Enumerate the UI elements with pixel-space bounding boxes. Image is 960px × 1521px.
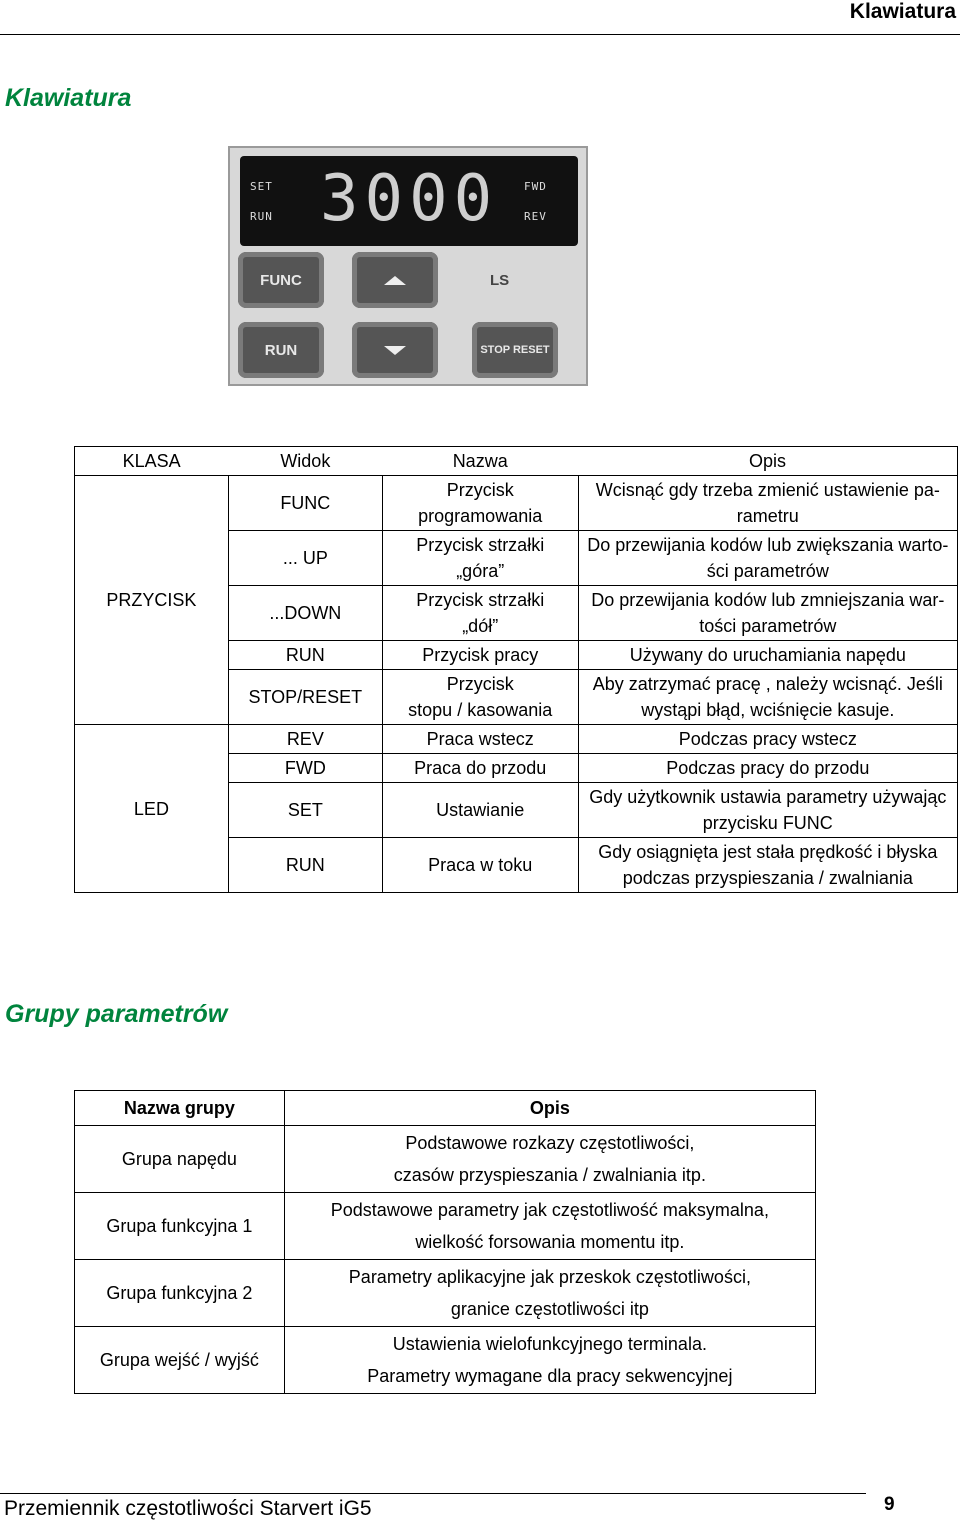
opis-cell bbox=[578, 586, 957, 641]
group-opis-cell bbox=[284, 1193, 815, 1260]
page-number: 9 bbox=[884, 1494, 895, 1515]
opis-cell bbox=[578, 838, 957, 893]
opis-line: Do przewijania kodów lub zmniejszania war- bbox=[591, 590, 945, 610]
opis-line: Aby zatrzymać pracę , należy wcisnąć. Jeśli bbox=[592, 674, 943, 694]
table-row bbox=[75, 1193, 816, 1260]
header-opis: Opis bbox=[578, 447, 957, 476]
brand-logo: LS bbox=[490, 272, 510, 289]
keypad-table bbox=[74, 446, 958, 893]
nazwa-cell: Przycisk pracy bbox=[382, 641, 578, 670]
nazwa-cell: Praca w toku bbox=[382, 838, 578, 893]
opis-line: Ustawienia wielofunkcyjnego terminala. bbox=[392, 1334, 707, 1354]
nazwa-line: „dół” bbox=[462, 616, 499, 636]
run-key bbox=[238, 322, 324, 378]
widok-cell: RUN bbox=[228, 641, 382, 670]
nazwa-cell: Ustawianie bbox=[382, 783, 578, 838]
parameter-groups-table bbox=[74, 1090, 816, 1394]
opis-cell bbox=[578, 476, 957, 531]
widok-cell: FWD bbox=[228, 754, 382, 783]
widok-cell: STOP/RESET bbox=[228, 670, 382, 725]
nazwa-cell bbox=[382, 586, 578, 641]
header-widok: Widok bbox=[228, 447, 382, 476]
opis-cell: Podczas pracy wstecz bbox=[578, 725, 957, 754]
arrow-up-icon bbox=[384, 276, 406, 285]
opis-line: tości parametrów bbox=[699, 616, 837, 636]
footer-text: Przemiennik częstotliwości Starvert iG5 bbox=[4, 1497, 372, 1520]
nazwa-line: programowania bbox=[418, 506, 543, 526]
stop-reset-key-label: STOP RESET bbox=[480, 344, 550, 356]
opis-line: Do przewijania kodów lub zwiększania warto- bbox=[587, 535, 949, 555]
opis-cell: Podczas pracy do przodu bbox=[578, 754, 957, 783]
opis-line: wielkość forsowania momentu itp. bbox=[415, 1232, 685, 1252]
group-name-cell: Grupa funkcyjna 1 bbox=[75, 1193, 285, 1260]
header-klasa: KLASA bbox=[75, 447, 229, 476]
nazwa-cell: Praca do przodu bbox=[382, 754, 578, 783]
widok-cell: SET bbox=[228, 783, 382, 838]
group-name-cell: Grupa napędu bbox=[75, 1126, 285, 1193]
opis-line: ści parametrów bbox=[706, 561, 829, 581]
section-title-grupy: Grupy parametrów bbox=[5, 1000, 228, 1028]
footer-divider bbox=[0, 1493, 866, 1494]
table-row bbox=[75, 725, 958, 754]
run-key-label: RUN bbox=[264, 341, 298, 359]
section-title-klawiatura: Klawiatura bbox=[5, 84, 132, 112]
keypad-image bbox=[228, 146, 588, 386]
opis-line: Wcisnąć gdy trzeba zmienić ustawienie pa- bbox=[595, 480, 940, 500]
nazwa-line: Przycisk bbox=[446, 674, 514, 694]
header-opis: Opis bbox=[284, 1091, 815, 1126]
opis-line: Podstawowe parametry jak częstotliwość maksymalna, bbox=[330, 1200, 769, 1220]
opis-cell: Używany do uruchamiania napędu bbox=[578, 641, 957, 670]
table-row bbox=[75, 1126, 816, 1193]
opis-cell bbox=[578, 531, 957, 586]
nazwa-line: „góra” bbox=[456, 561, 505, 581]
table-row bbox=[75, 1327, 816, 1394]
widok-cell: FUNC bbox=[228, 476, 382, 531]
nazwa-line: Przycisk strzałki bbox=[416, 535, 545, 555]
table-header-row bbox=[75, 1091, 816, 1126]
group-name-cell: Grupa wejść / wyjść bbox=[75, 1327, 285, 1394]
widok-cell: RUN bbox=[228, 838, 382, 893]
widok-cell: ... UP bbox=[228, 531, 382, 586]
klasa-przycisk: PRZYCISK bbox=[75, 476, 229, 725]
display-tag-run: RUN bbox=[250, 210, 273, 223]
opis-line: wystąpi błąd, wciśnięcie kasuje. bbox=[641, 700, 895, 720]
opis-line: Parametry wymagane dla pracy sekwencyjnej bbox=[367, 1366, 733, 1386]
keypad-display bbox=[240, 156, 578, 246]
opis-line: Gdy osiągnięta jest stała prędkość i błyska bbox=[598, 842, 938, 862]
opis-line: granice częstotliwości itp bbox=[450, 1299, 649, 1319]
header-divider bbox=[0, 34, 960, 35]
table-header-row bbox=[75, 447, 958, 476]
display-digits: 3000 bbox=[320, 162, 499, 236]
func-key-label: FUNC bbox=[260, 271, 302, 289]
table-row bbox=[75, 1260, 816, 1327]
group-name-cell: Grupa funkcyjna 2 bbox=[75, 1260, 285, 1327]
up-key bbox=[352, 252, 438, 308]
display-tag-set: SET bbox=[250, 180, 273, 193]
nazwa-line: Przycisk strzałki bbox=[416, 590, 545, 610]
group-opis-cell bbox=[284, 1260, 815, 1327]
header-title: Klawiatura bbox=[849, 0, 956, 23]
nazwa-line: Przycisk bbox=[446, 480, 514, 500]
opis-cell bbox=[578, 783, 957, 838]
widok-cell: ...DOWN bbox=[228, 586, 382, 641]
opis-cell bbox=[578, 670, 957, 725]
opis-line: Parametry aplikacyjne jak przeskok częstotliwości, bbox=[348, 1267, 751, 1287]
arrow-down-icon bbox=[384, 346, 406, 355]
nazwa-cell bbox=[382, 476, 578, 531]
opis-line: czasów przyspieszania / zwalniania itp. bbox=[393, 1165, 706, 1185]
opis-line: przycisku FUNC bbox=[702, 813, 833, 833]
table-row bbox=[75, 476, 958, 531]
nazwa-cell bbox=[382, 531, 578, 586]
group-opis-cell bbox=[284, 1126, 815, 1193]
down-key bbox=[352, 322, 438, 378]
header-nazwa: Nazwa bbox=[382, 447, 578, 476]
opis-line: rametru bbox=[736, 506, 799, 526]
group-opis-cell bbox=[284, 1327, 815, 1394]
nazwa-cell: Praca wstecz bbox=[382, 725, 578, 754]
header-nazwa-grupy: Nazwa grupy bbox=[75, 1091, 285, 1126]
widok-cell: REV bbox=[228, 725, 382, 754]
nazwa-cell bbox=[382, 670, 578, 725]
opis-line: Podstawowe rozkazy częstotliwości, bbox=[405, 1133, 695, 1153]
nazwa-line: stopu / kasowania bbox=[408, 700, 553, 720]
display-tag-rev: REV bbox=[524, 210, 547, 223]
func-key bbox=[238, 252, 324, 308]
opis-line: Gdy użytkownik ustawia parametry używając bbox=[589, 787, 947, 807]
display-tag-fwd: FWD bbox=[524, 180, 547, 193]
stop-reset-key bbox=[472, 322, 558, 378]
opis-line: podczas przyspieszania / zwalniania bbox=[622, 868, 913, 888]
klasa-led: LED bbox=[75, 725, 229, 893]
